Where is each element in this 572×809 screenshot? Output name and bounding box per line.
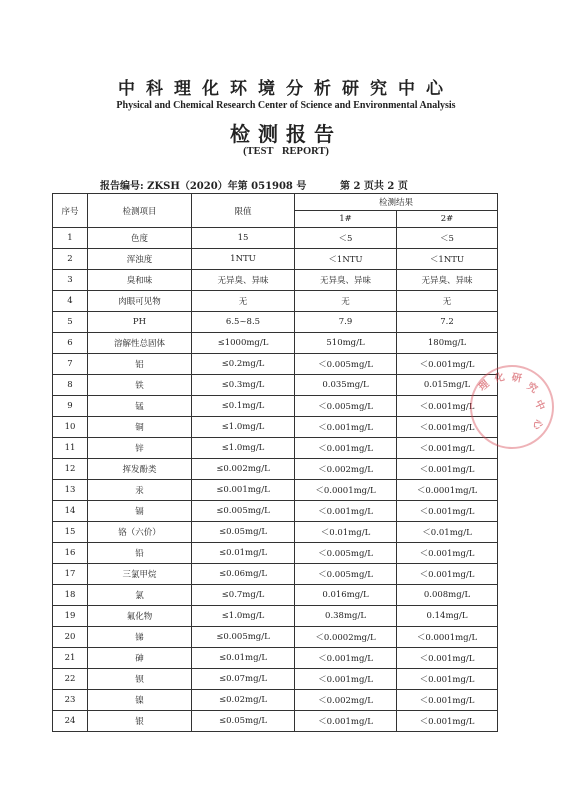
row-no: 20 (53, 627, 88, 648)
row-limit: ≤0.7mg/L (192, 585, 295, 606)
row-limit: ≤0.3mg/L (192, 375, 295, 396)
row-item: 色度 (88, 228, 192, 249)
row-result-2: 0.008mg/L (397, 585, 498, 606)
row-result-1: 510mg/L (295, 333, 397, 354)
row-limit: 15 (192, 228, 295, 249)
row-limit: ≤0.1mg/L (192, 396, 295, 417)
report-title-en: (TEST REPORT) (243, 146, 329, 157)
row-result-2: ＜0.001mg/L (397, 564, 498, 585)
row-limit: ≤0.005mg/L (192, 501, 295, 522)
row-no: 1 (53, 228, 88, 249)
row-item: 铜 (88, 417, 192, 438)
seal-char: 研 (510, 372, 523, 385)
row-result-1: 无异臭、异味 (295, 270, 397, 291)
row-limit: ≤0.01mg/L (192, 543, 295, 564)
row-no: 9 (53, 396, 88, 417)
row-result-2: 0.015mg/L (397, 375, 498, 396)
table-row (53, 501, 498, 522)
row-limit: ≤0.001mg/L (192, 480, 295, 501)
table-row (53, 417, 498, 438)
row-result-2: ＜5 (397, 228, 498, 249)
row-result-1: ＜0.001mg/L (295, 438, 397, 459)
row-no: 6 (53, 333, 88, 354)
row-no: 18 (53, 585, 88, 606)
row-no: 23 (53, 690, 88, 711)
row-item: 砷 (88, 648, 192, 669)
row-no: 17 (53, 564, 88, 585)
row-no: 16 (53, 543, 88, 564)
table-row (53, 459, 498, 480)
row-no: 4 (53, 291, 88, 312)
report-title-cn: 检测报告 (230, 122, 342, 146)
row-limit: ≤0.07mg/L (192, 669, 295, 690)
row-item: 肉眼可见物 (88, 291, 192, 312)
row-result-1: 0.035mg/L (295, 375, 397, 396)
row-limit: ≤1.0mg/L (192, 606, 295, 627)
row-result-2: ＜0.001mg/L (397, 648, 498, 669)
row-result-1: ＜0.005mg/L (295, 396, 397, 417)
table-row (53, 333, 498, 354)
header-limit: 限值 (192, 194, 295, 228)
table-row (53, 228, 498, 249)
organization-name-cn: 中科理化环境分析研究中心 (118, 79, 454, 99)
table-row (53, 585, 498, 606)
report-number: 报告编号: ZKSH（2020）年第 051908 号 (100, 181, 307, 192)
table-row (53, 249, 498, 270)
row-result-2: ＜0.001mg/L (397, 417, 498, 438)
seal-char: 心 (531, 418, 543, 430)
official-seal (470, 365, 554, 449)
table-row (53, 711, 498, 732)
row-item: 浑浊度 (88, 249, 192, 270)
row-item: 锰 (88, 396, 192, 417)
row-no: 22 (53, 669, 88, 690)
row-result-1: ＜0.001mg/L (295, 501, 397, 522)
row-result-2: 180mg/L (397, 333, 498, 354)
table-row (53, 291, 498, 312)
row-item: 银 (88, 711, 192, 732)
row-result-1: ＜0.005mg/L (295, 564, 397, 585)
row-no: 12 (53, 459, 88, 480)
table-row (53, 648, 498, 669)
row-result-2: ＜0.0001mg/L (397, 627, 498, 648)
row-limit: ≤1.0mg/L (192, 417, 295, 438)
table-row (53, 543, 498, 564)
row-item: 铅 (88, 543, 192, 564)
row-result-1: ＜0.005mg/L (295, 354, 397, 375)
header-sample-2: 2# (397, 211, 498, 228)
row-no: 21 (53, 648, 88, 669)
row-item: 氟化物 (88, 606, 192, 627)
row-result-1: ＜0.0002mg/L (295, 627, 397, 648)
row-item: 锌 (88, 438, 192, 459)
table-row (53, 690, 498, 711)
row-result-2: ＜0.001mg/L (397, 459, 498, 480)
row-result-2: ＜0.001mg/L (397, 438, 498, 459)
row-result-2: ＜0.001mg/L (397, 690, 498, 711)
row-result-2: 无 (397, 291, 498, 312)
row-result-1: ＜0.001mg/L (295, 417, 397, 438)
row-item: 挥发酚类 (88, 459, 192, 480)
table-row (53, 669, 498, 690)
row-item: 溶解性总固体 (88, 333, 192, 354)
row-no: 8 (53, 375, 88, 396)
row-limit: ≤0.01mg/L (192, 648, 295, 669)
seal-char: 化 (493, 371, 506, 386)
row-result-2: ＜0.001mg/L (397, 669, 498, 690)
row-limit: ≤0.002mg/L (192, 459, 295, 480)
row-result-2: ＜0.001mg/L (397, 501, 498, 522)
row-item: 铁 (88, 375, 192, 396)
row-result-1: ＜1NTU (295, 249, 397, 270)
seal-char: 究 (524, 380, 540, 396)
row-result-1: ＜0.002mg/L (295, 459, 397, 480)
table-row (53, 480, 498, 501)
row-limit: ≤0.05mg/L (192, 522, 295, 543)
header-sample-1: 1# (295, 211, 397, 228)
table-row (53, 522, 498, 543)
row-result-1: ＜0.0001mg/L (295, 480, 397, 501)
row-result-2: ＜0.0001mg/L (397, 480, 498, 501)
seal-char: 理 (476, 378, 492, 394)
row-item: 三氯甲烷 (88, 564, 192, 585)
row-no: 24 (53, 711, 88, 732)
table-row (53, 270, 498, 291)
row-result-1: ＜0.005mg/L (295, 543, 397, 564)
row-result-1: 7.9 (295, 312, 397, 333)
row-item: 镉 (88, 501, 192, 522)
table-row (53, 375, 498, 396)
row-item: 钡 (88, 669, 192, 690)
header-result: 检测结果 (295, 194, 498, 211)
row-result-2: ＜0.001mg/L (397, 354, 498, 375)
row-no: 2 (53, 249, 88, 270)
row-limit: 1NTU (192, 249, 295, 270)
row-item: 铝 (88, 354, 192, 375)
seal-char: 中 (532, 398, 547, 413)
row-limit: 无 (192, 291, 295, 312)
results-table (52, 193, 498, 732)
row-item: 铬（六价） (88, 522, 192, 543)
row-result-1: ＜0.001mg/L (295, 711, 397, 732)
row-limit: ≤0.2mg/L (192, 354, 295, 375)
row-limit: ≤1.0mg/L (192, 438, 295, 459)
row-result-2: ＜1NTU (397, 249, 498, 270)
row-no: 5 (53, 312, 88, 333)
row-no: 19 (53, 606, 88, 627)
row-limit: 6.5~8.5 (192, 312, 295, 333)
row-no: 3 (53, 270, 88, 291)
row-limit: 无异臭、异味 (192, 270, 295, 291)
row-result-1: ＜0.002mg/L (295, 690, 397, 711)
row-item: 汞 (88, 480, 192, 501)
row-item: 镍 (88, 690, 192, 711)
row-item: 氯 (88, 585, 192, 606)
row-result-2: 7.2 (397, 312, 498, 333)
row-result-2: ＜0.001mg/L (397, 711, 498, 732)
row-result-1: ＜0.01mg/L (295, 522, 397, 543)
row-item: PH (88, 312, 192, 333)
page-number: 第 2 页共 2 页 (340, 181, 408, 192)
header-no: 序号 (53, 194, 88, 228)
row-result-2: ＜0.001mg/L (397, 543, 498, 564)
row-result-2: 无异臭、异味 (397, 270, 498, 291)
table-row (53, 438, 498, 459)
row-result-2: ＜0.001mg/L (397, 396, 498, 417)
row-limit: ≤0.02mg/L (192, 690, 295, 711)
table-row (53, 564, 498, 585)
table-row (53, 354, 498, 375)
row-no: 7 (53, 354, 88, 375)
row-no: 11 (53, 438, 88, 459)
row-limit: ≤0.005mg/L (192, 627, 295, 648)
row-limit: ≤1000mg/L (192, 333, 295, 354)
row-no: 13 (53, 480, 88, 501)
row-result-1: 0.016mg/L (295, 585, 397, 606)
row-result-1: ＜0.001mg/L (295, 648, 397, 669)
organization-name-en: Physical and Chemical Research Center of Science and Environmental Analysis (116, 100, 456, 111)
row-result-2: ＜0.01mg/L (397, 522, 498, 543)
row-limit: ≤0.06mg/L (192, 564, 295, 585)
row-item: 锑 (88, 627, 192, 648)
table-row (53, 312, 498, 333)
row-result-1: 无 (295, 291, 397, 312)
row-no: 14 (53, 501, 88, 522)
row-result-1: ＜5 (295, 228, 397, 249)
row-no: 10 (53, 417, 88, 438)
header-item: 检测项目 (88, 194, 192, 228)
table-row (53, 606, 498, 627)
table-row (53, 627, 498, 648)
row-result-1: ＜0.001mg/L (295, 669, 397, 690)
row-limit: ≤0.05mg/L (192, 711, 295, 732)
row-item: 臭和味 (88, 270, 192, 291)
row-result-1: 0.38mg/L (295, 606, 397, 627)
row-no: 15 (53, 522, 88, 543)
table-row (53, 396, 498, 417)
row-result-2: 0.14mg/L (397, 606, 498, 627)
